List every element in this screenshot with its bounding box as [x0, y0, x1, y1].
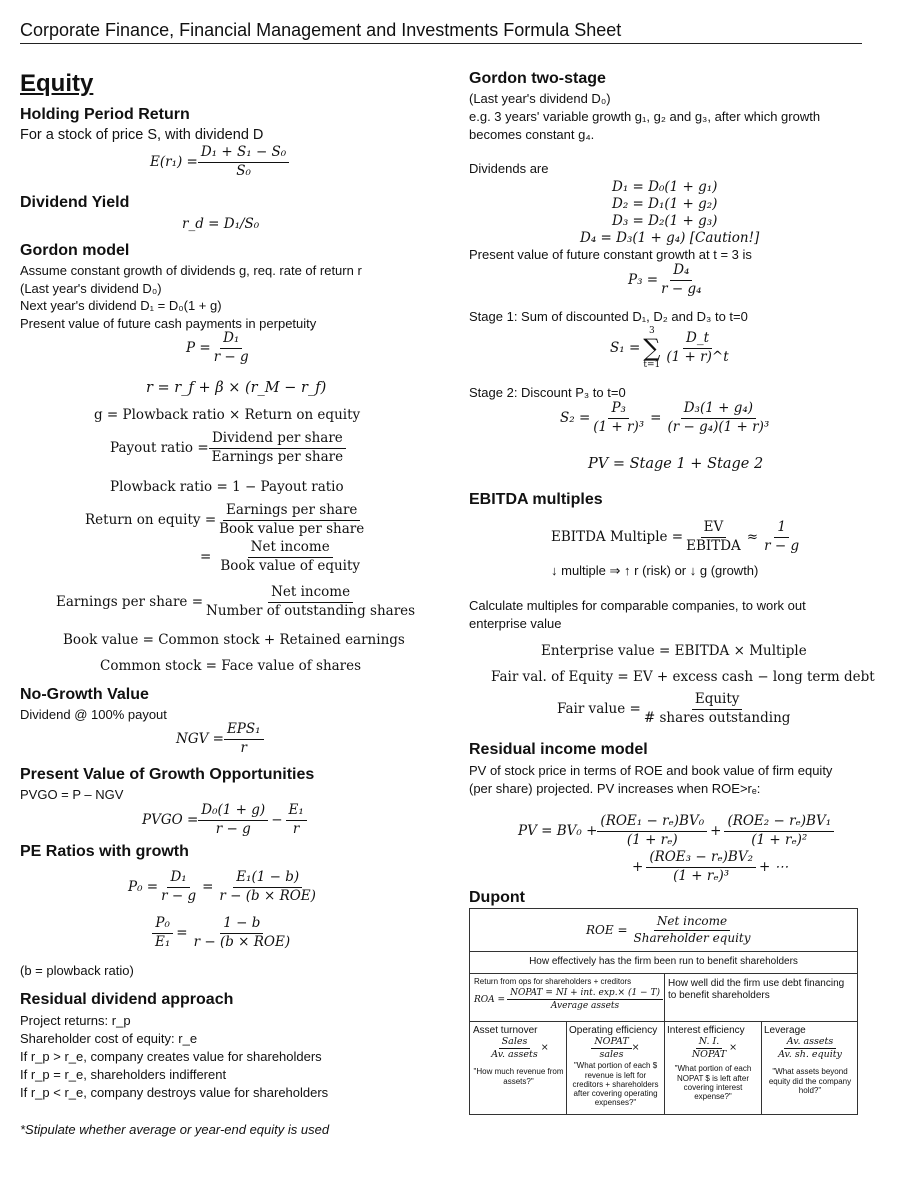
gts-d3: D₃ = D₂(1 + g₃): [612, 213, 718, 229]
times-3: ×: [729, 1042, 738, 1054]
fair-value-den: # shares outstanding: [643, 709, 791, 726]
dupont-asset-turnover-cell: [473, 1025, 564, 1086]
ngv-num: EPS₁: [224, 722, 264, 740]
times-1: ×: [540, 1042, 549, 1054]
pe-den-2: r − (b × ROE): [219, 887, 316, 904]
gts-s2-eq: =: [650, 410, 662, 427]
eps-num: Net income: [268, 585, 353, 603]
ngv-lhs: NGV =: [176, 731, 224, 748]
payout-formula: [110, 431, 346, 465]
gts-s1-den: (1 + r)^t: [666, 348, 729, 365]
gts-line-3: becomes constant g₄.: [469, 127, 595, 142]
ebitda-arrow-note: ↓ multiple ⇒ ↑ r (risk) or ↓ g (growth): [551, 563, 759, 578]
ngv-title: No-Growth Value: [20, 686, 149, 703]
gordon-price-num: D₁: [220, 331, 242, 349]
dupont-how-board: How effectively has the firm been run to benefit shareholders: [529, 956, 798, 967]
pvgo-lhs: PVGO =: [142, 812, 199, 829]
pe-den-1: r − g: [161, 887, 197, 904]
dupont-diagram: [469, 908, 858, 1115]
pvgo-desc: PVGO = P – NGV: [20, 787, 124, 802]
eps-den: Number of outstanding shares: [206, 602, 416, 619]
dupont-roe-num: Net income: [654, 915, 730, 931]
dividend-yield-title: Dividend Yield: [20, 194, 130, 211]
times-2: ×: [631, 1042, 640, 1054]
gts-p3-formula: [628, 263, 705, 297]
common-stock-formula: Common stock = Face value of shares: [100, 658, 362, 674]
rim-line-2: (per share) projected. PV increases when ROE>rₑ:: [469, 781, 761, 796]
gts-p3-num: D₄: [670, 263, 692, 281]
gordon-price-lhs: P =: [186, 340, 211, 357]
rim-tail: + ⋯: [759, 859, 789, 876]
roe-num-2: Net income: [248, 540, 333, 558]
operating-efficiency-question: "What portion of each $ revenue is left for creditors + shareholders after covering operating expenses?": [572, 1061, 659, 1108]
gts-s2-num-2: D₃(1 + g₄): [681, 401, 756, 419]
hpr-formula: [150, 145, 289, 179]
rim-num-1: (ROE₁ − rₑ)BV₀: [597, 814, 707, 832]
rda-line-4: If r_p = r_e, shareholders indifferent: [20, 1067, 227, 1082]
dupont-roe-lhs: ROE =: [586, 923, 628, 938]
rim-den-1: (1 + rₑ): [626, 831, 678, 848]
rda-line-2: Shareholder cost of equity: r_e: [20, 1031, 198, 1046]
gordon-line-2: (Last year's dividend D₀): [20, 281, 162, 296]
roe-num-1: Earnings per share: [223, 503, 360, 521]
gordon-two-stage-title: Gordon two-stage: [469, 70, 606, 87]
roe-formula: [85, 503, 367, 537]
hpr-desc: For a stock of price S, with dividend D: [20, 127, 264, 143]
ebitda-title: EBITDA multiples: [469, 491, 603, 508]
dividend-yield-formula: r_d = D₁/S₀: [182, 216, 260, 232]
summation: [643, 326, 660, 370]
payout-num: Dividend per share: [209, 431, 346, 449]
asset-turnover-den: Av. assets: [491, 1049, 538, 1061]
pe-note: (b = plowback ratio): [20, 963, 134, 978]
gts-s2-formula: [560, 401, 772, 435]
pe-title: PE Ratios with growth: [20, 843, 189, 860]
pe-price-formula: [128, 870, 319, 904]
gts-stage-1: Stage 1: Sum of discounted D₁, D₂ and D₃ to t=0: [469, 309, 748, 324]
ebitda-den-2: r − g: [764, 537, 800, 554]
ebitda-num-1: EV: [701, 520, 727, 538]
dupont-roe-den: Shareholder equity: [633, 930, 751, 945]
hpr-title: Holding Period Return: [20, 106, 190, 123]
roe-eq-2: =: [200, 549, 212, 566]
rda-title: Residual dividend approach: [20, 991, 234, 1008]
plowback-formula: Plowback ratio = 1 − Payout ratio: [110, 479, 344, 495]
ebitda-calc-1: Calculate multiples for comparable companies, to work out: [469, 598, 806, 613]
dupont-divider-1: [470, 951, 857, 952]
equity-heading: Equity: [20, 70, 94, 97]
gts-line-1: (Last year's dividend D₀): [469, 91, 611, 106]
dupont-debt-text: How well did the firm use debt financing to benefit shareholders: [668, 978, 845, 1001]
pe-num-2: E₁(1 − b): [233, 870, 302, 888]
book-value-formula: Book value = Common stock + Retained earnings: [63, 632, 405, 648]
gts-d1: D₁ = D₀(1 + g₁): [612, 179, 718, 195]
gts-p3-den: r − g₄: [661, 280, 702, 297]
title-divider: [20, 43, 862, 44]
asset-turnover-num: Sales: [499, 1037, 531, 1050]
gts-s1-num: D_t: [683, 331, 712, 349]
ebitda-num-2: 1: [774, 520, 789, 538]
hpr-denominator: S₀: [236, 162, 251, 179]
pe-num-1: D₁: [167, 870, 189, 888]
growth-formula: g = Plowback ratio × Return on equity: [94, 407, 361, 423]
dupont-roa-lhs: ROA =: [474, 994, 506, 1005]
ngv-den: r: [240, 739, 247, 756]
dupont-roa-num: NOPAT = NI + int. exp.× (1 − T): [507, 988, 663, 1000]
rim-num-2: (ROE₂ − rₑ)BV₁: [724, 814, 834, 832]
dupont-interest-efficiency-cell: [667, 1025, 759, 1101]
rim-plus: +: [710, 823, 722, 840]
operating-efficiency-den: sales: [599, 1049, 624, 1061]
gts-s2-den-2: (r − g₄)(1 + r)³: [667, 418, 770, 435]
dupont-roa-den: Average assets: [550, 1001, 620, 1012]
interest-efficiency-title: Interest efficiency: [667, 1025, 745, 1036]
gts-s2-lhs: S₂ =: [560, 410, 591, 427]
dupont-vdivider-mid: [664, 973, 665, 1021]
leverage-question: "What assets beyond equity did the company hold?": [768, 1067, 852, 1095]
gordon-price-den: r − g: [213, 348, 249, 365]
rim-num-3: (ROE₃ − rₑ)BV₂: [646, 850, 756, 868]
hpr-numerator: D₁ + S₁ − S₀: [198, 145, 289, 163]
interest-efficiency-den: NOPAT: [691, 1049, 727, 1061]
leverage-den: Av. sh. equity: [778, 1049, 842, 1061]
gts-s2-den-1: (1 + r)³: [593, 418, 645, 435]
hpr-lhs: E(r₁) =: [150, 154, 198, 171]
gts-p3-lhs: P₃ =: [628, 272, 659, 289]
asset-turnover-title: Asset turnover: [473, 1025, 538, 1036]
ngv-desc: Dividend @ 100% payout: [20, 707, 167, 722]
gts-s1-lhs: S₁ =: [610, 340, 641, 356]
rda-line-5: If r_p < r_e, company destroys value for shareholders: [20, 1085, 329, 1100]
rim-plus-2: +: [632, 859, 644, 876]
dupont-operating-efficiency-cell: [569, 1025, 662, 1107]
rim-lhs: PV = BV₀ +: [518, 823, 598, 840]
gts-d2: D₂ = D₁(1 + g₂): [612, 196, 718, 212]
pvgo-minus: −: [271, 812, 283, 829]
asset-turnover-question: "How much revenue from assets?": [473, 1067, 564, 1086]
gordon-line-1: Assume constant growth of dividends g, req. rate of return r: [20, 263, 362, 278]
pe-eq: =: [202, 879, 214, 896]
roe-lhs: Return on equity =: [85, 512, 217, 529]
leverage-title: Leverage: [764, 1025, 806, 1036]
pvgo-num-1: D₀(1 + g): [198, 803, 268, 821]
ngv-formula: [176, 722, 264, 756]
gts-line-2: e.g. 3 years' variable growth g₁, g₂ and g₃, after which growth: [469, 109, 821, 124]
ebitda-lhs: EBITDA Multiple =: [551, 529, 684, 546]
gordon-line-4: Present value of future cash payments in perpetuity: [20, 316, 317, 331]
leverage-num: Av. assets: [784, 1037, 836, 1050]
roe-formula-2: [200, 540, 363, 574]
rim-formula-line-2: [632, 850, 788, 884]
footnote: *Stipulate whether average or year-end equity is used: [20, 1122, 330, 1137]
roe-den-2: Book value of equity: [220, 557, 361, 574]
dupont-roe-formula: [586, 915, 754, 946]
rda-line-3: If r_p > r_e, company creates value for shareholders: [20, 1049, 322, 1064]
eps-formula: [56, 585, 418, 619]
gordon-title: Gordon model: [20, 242, 130, 259]
pvgo-formula: [142, 803, 307, 837]
operating-efficiency-num: NOPAT: [591, 1037, 631, 1050]
pe-num-3: 1 − b: [220, 916, 263, 934]
rim-title: Residual income model: [469, 741, 648, 758]
ebitda-approx: ≈: [746, 529, 759, 546]
dupont-roa-top: Return from ops for shareholders + creditors: [474, 977, 632, 986]
operating-efficiency-title: Operating efficiency: [569, 1025, 658, 1036]
pe-eq-2: =: [176, 925, 188, 942]
pvgo-den-1: r − g: [215, 820, 251, 837]
rim-formula-line-1: [518, 814, 834, 848]
gts-d4: D₄ = D₃(1 + g₄) [Caution!]: [580, 230, 760, 246]
pe-p0-lhs: P₀ =: [128, 879, 159, 896]
dupont-title: Dupont: [469, 889, 525, 906]
pvgo-num-2: E₁: [286, 803, 307, 821]
rim-den-3: (1 + rₑ)³: [673, 867, 730, 884]
payout-lhs: Payout ratio =: [110, 440, 209, 457]
gts-pv-total: PV = Stage 1 + Stage 2: [588, 456, 764, 472]
pvgo-title: Present Value of Growth Opportunities: [20, 766, 315, 783]
gordon-price-formula: [186, 331, 252, 365]
rim-den-2: (1 + rₑ)²: [751, 831, 808, 848]
roe-den-1: Book value per share: [219, 520, 365, 537]
ebitda-den-1: EBITDA: [686, 537, 741, 554]
fair-value-num: Equity: [692, 692, 743, 710]
pe-ratio-formula: [152, 916, 293, 950]
sum-upper: 3: [648, 326, 655, 336]
dupont-roa-formula: [474, 988, 663, 1012]
gts-line-4: Dividends are: [469, 161, 549, 176]
dupont-vdivider-2: [664, 1021, 665, 1115]
dupont-vdivider-3: [761, 1021, 762, 1115]
enterprise-value-formula: Enterprise value = EBITDA × Multiple: [541, 643, 807, 659]
fair-value-lhs: Fair value =: [557, 701, 641, 718]
rda-line-1: Project returns: r_p: [20, 1013, 131, 1028]
gts-s2-num-1: P₃: [608, 401, 629, 419]
rim-line-1: PV of stock price in terms of ROE and book value of firm equity: [469, 763, 833, 778]
dupont-vdivider-1: [566, 1021, 567, 1115]
sum-lower: t=1: [643, 360, 661, 370]
interest-efficiency-num: N. I.: [696, 1037, 723, 1050]
document-title: Corporate Finance, Financial Management and Investments Formula Sheet: [20, 20, 622, 40]
ebitda-formula: [551, 520, 802, 554]
eps-lhs: Earnings per share =: [56, 594, 204, 611]
interest-efficiency-question: "What portion of each NOPAT $ is left after covering interest expense?": [674, 1064, 752, 1101]
gordon-line-3: Next year's dividend D₁ = D₀(1 + g): [20, 298, 222, 313]
pe-den-3: r − (b × ROE): [193, 933, 291, 950]
ebitda-calc-2: enterprise value: [469, 616, 562, 631]
fair-value-equity-formula: Fair val. of Equity = EV + excess cash − long term debt: [491, 669, 875, 685]
payout-den: Earnings per share: [211, 448, 344, 465]
gts-s1-formula: [610, 326, 732, 370]
pe-ratio-den: E₁: [155, 933, 171, 950]
fair-value-formula: [557, 692, 793, 726]
gts-pv-text: Present value of future constant growth at t = 3 is: [469, 247, 752, 262]
pe-ratio-num: P₀: [152, 916, 173, 934]
pvgo-den-2: r: [292, 820, 300, 837]
dupont-leverage-cell: [764, 1025, 856, 1095]
capm-formula: r = r_f + β × (r_M − r_f): [146, 380, 327, 396]
gts-stage-2: Stage 2: Discount P₃ to t=0: [469, 385, 626, 400]
sum-symbol: ∑: [643, 334, 661, 362]
